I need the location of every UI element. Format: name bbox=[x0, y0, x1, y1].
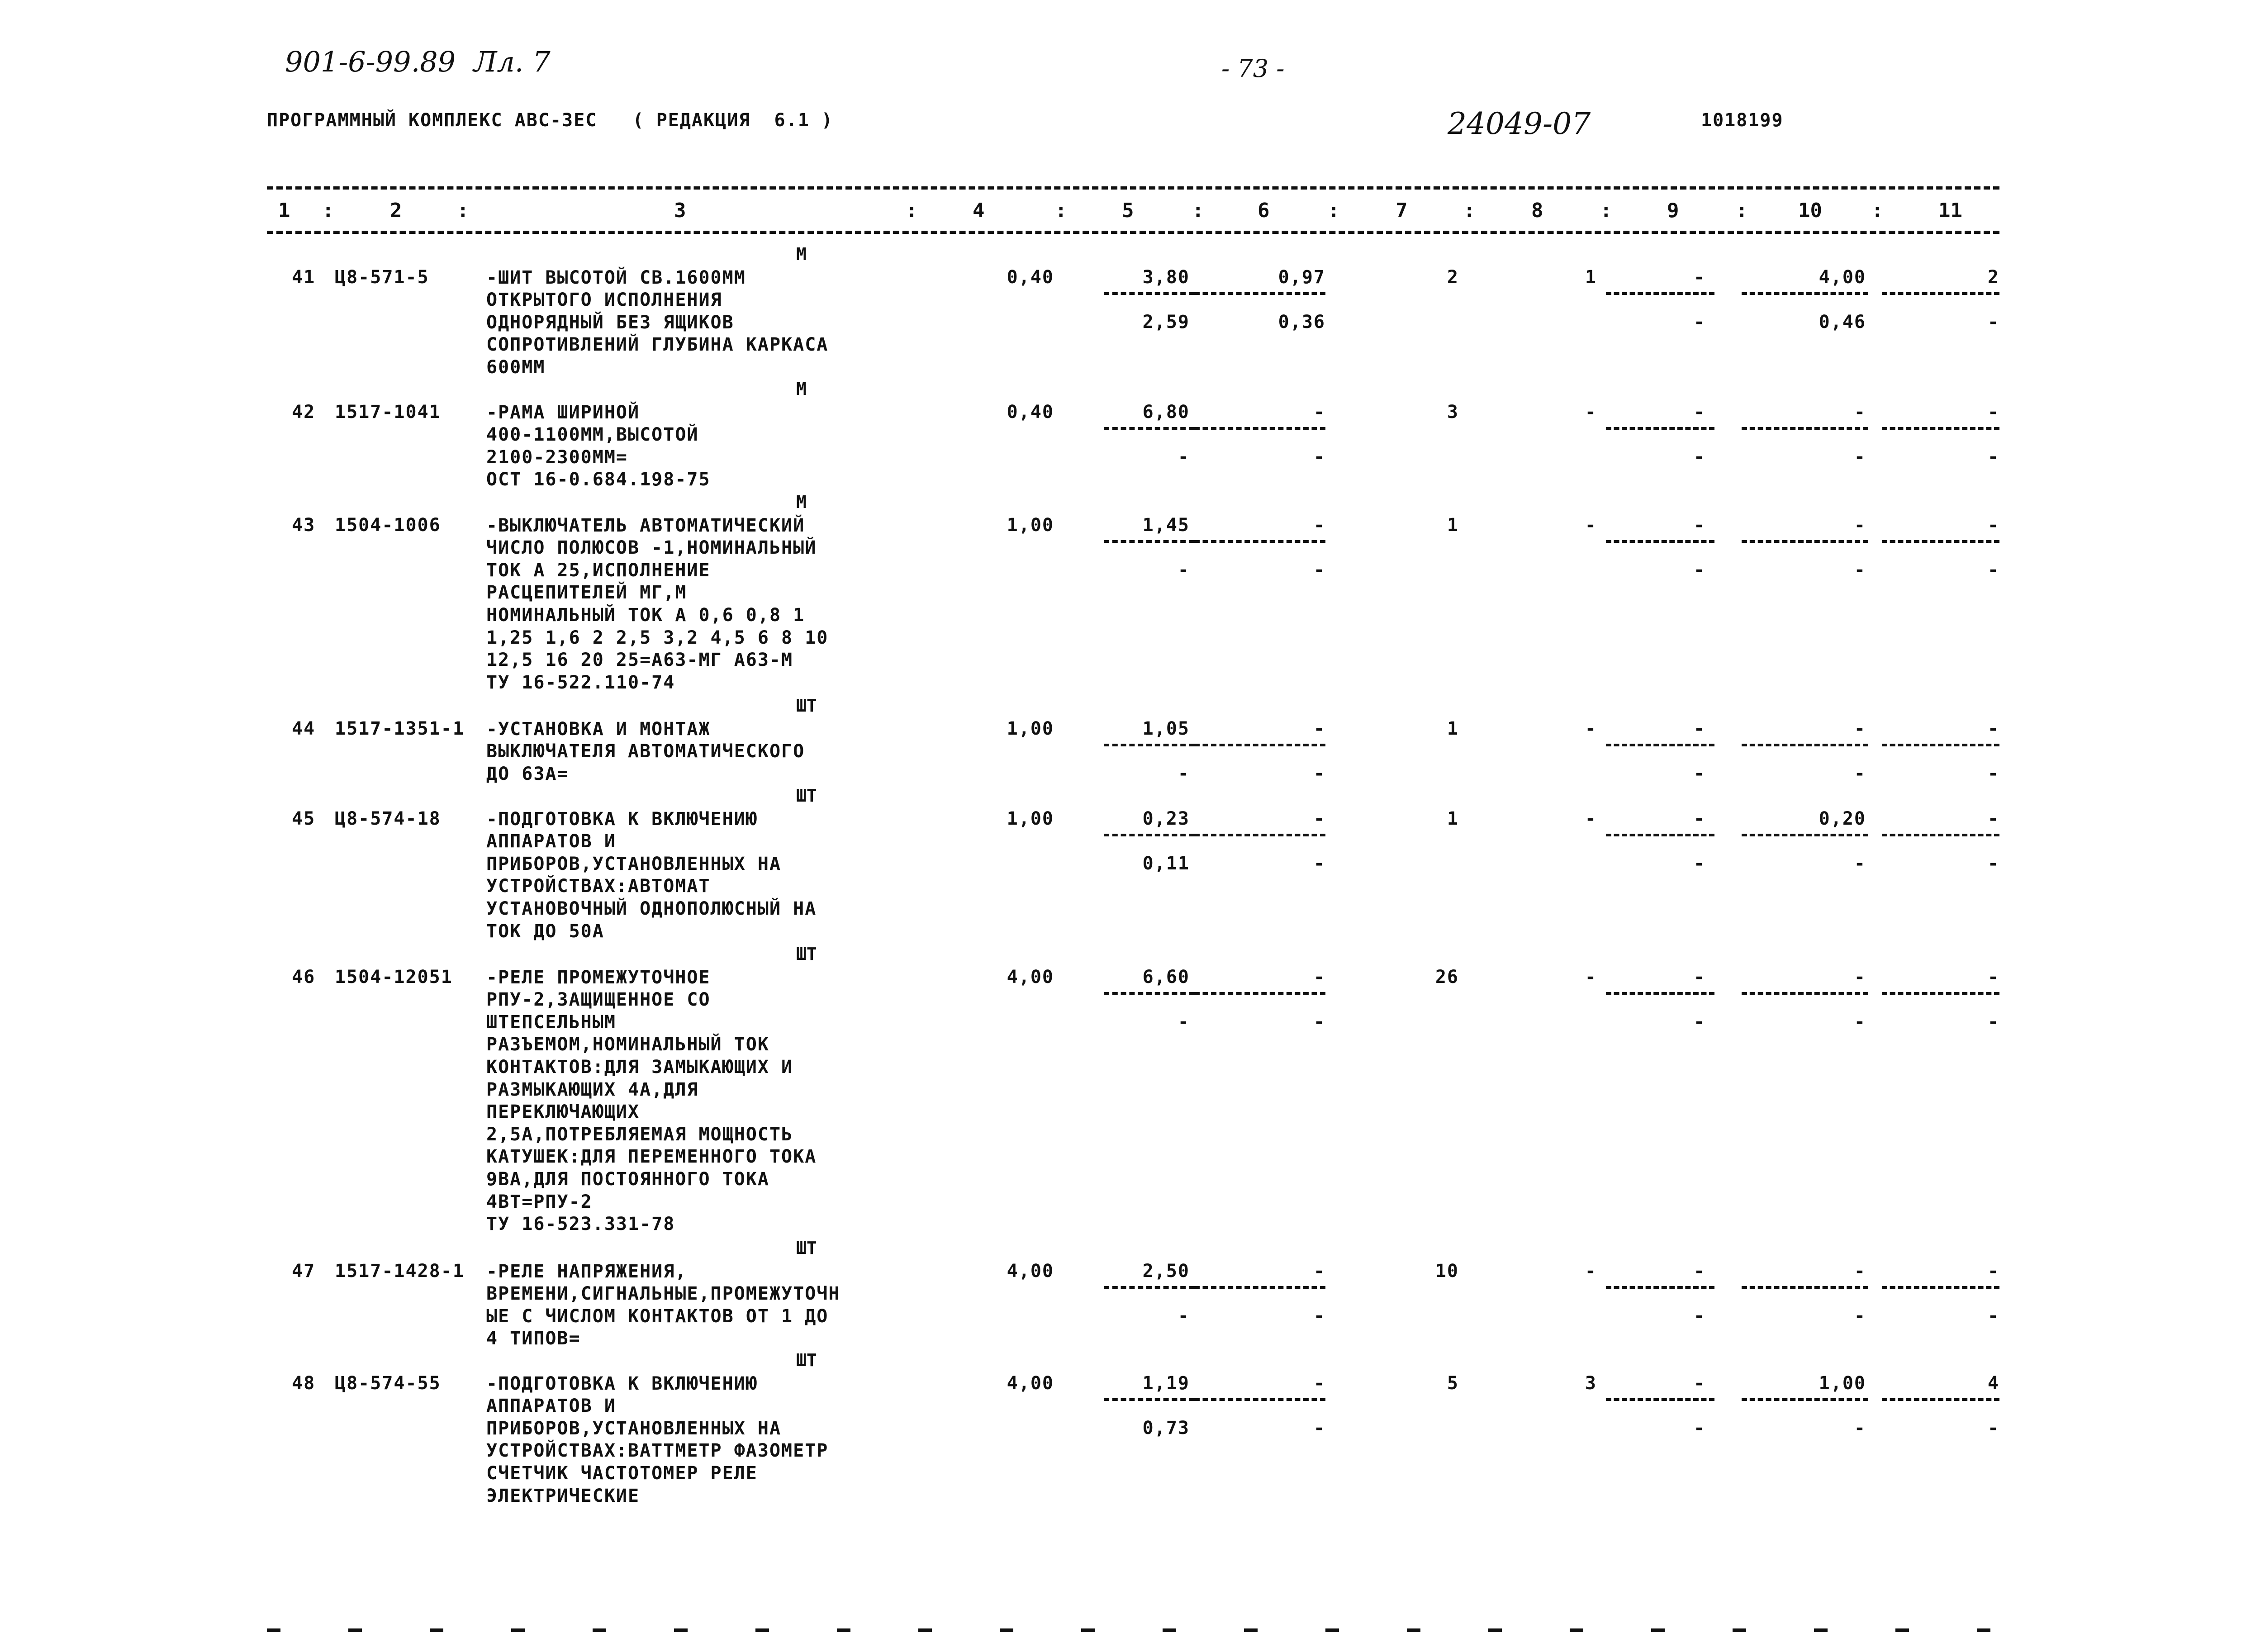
subtotal-divider bbox=[1104, 540, 1194, 543]
subtotal-divider bbox=[1882, 1398, 1999, 1401]
description-line: РАСЦЕПИТЕЛЕЙ МГ,М bbox=[486, 582, 687, 603]
description-line: 4 ТИПОВ= bbox=[486, 1328, 581, 1349]
description-line: ВЫКЛЮЧАТЕЛЯ АВТОМАТИЧЕСКОГО bbox=[486, 741, 805, 762]
description-line: ОТКРЫТОГО ИСПОЛНЕНИЯ bbox=[486, 290, 722, 311]
footer-dash bbox=[1244, 1628, 1258, 1632]
value-col-6: - bbox=[1313, 718, 1325, 739]
value-col-9: - bbox=[1693, 718, 1705, 739]
item-description bbox=[486, 1373, 828, 1508]
value-col-8: - bbox=[1585, 401, 1597, 422]
value-col-5-secondary: - bbox=[1178, 559, 1190, 580]
value-col-11-secondary: - bbox=[1987, 763, 1999, 784]
value-col-6: - bbox=[1313, 401, 1325, 422]
item-description bbox=[486, 718, 805, 786]
subtotal-divider bbox=[1606, 292, 1714, 295]
row-number: 47 bbox=[292, 1260, 316, 1282]
value-col-9: - bbox=[1693, 808, 1705, 829]
value-col-9: - bbox=[1693, 966, 1705, 987]
description-line: ТОК ДО 50А bbox=[486, 921, 604, 942]
value-col-10-secondary: - bbox=[1854, 446, 1866, 467]
description-line: ВРЕМЕНИ,СИГНАЛЬНЫЕ,ПРОМЕЖУТОЧН bbox=[486, 1283, 840, 1305]
column-header-3: 3 bbox=[674, 199, 686, 222]
value-col-4: 0,40 bbox=[1007, 401, 1054, 422]
unit-of-measure: ШТ bbox=[796, 696, 817, 716]
description-line: СОПРОТИВЛЕНИЙ ГЛУБИНА КАРКАСА bbox=[486, 334, 829, 356]
item-code: Ц8-574-55 bbox=[335, 1372, 441, 1394]
value-col-10: - bbox=[1854, 514, 1866, 536]
description-line: УСТРОЙСТВАХ:АВТОМАТ bbox=[486, 876, 711, 897]
description-line: ЫЕ С ЧИСЛОМ КОНТАКТОВ ОТ 1 ДО bbox=[486, 1305, 829, 1327]
footer-dash bbox=[1407, 1628, 1420, 1632]
unit-of-measure: ШТ bbox=[796, 1350, 817, 1370]
subtotal-divider bbox=[1606, 992, 1714, 995]
column-header-10: 10 bbox=[1798, 199, 1822, 222]
value-col-6-secondary: 0,36 bbox=[1278, 311, 1325, 332]
item-code: 1517-1351-1 bbox=[335, 718, 465, 739]
footer-dash bbox=[1570, 1628, 1583, 1632]
unit-of-measure: ШТ bbox=[796, 786, 817, 806]
subtotal-divider bbox=[1194, 540, 1325, 543]
value-col-6-secondary: - bbox=[1313, 446, 1325, 467]
column-separator: : bbox=[457, 199, 469, 222]
value-col-10-secondary: - bbox=[1854, 763, 1866, 784]
unit-of-measure: М bbox=[796, 379, 807, 399]
unit-of-measure: ШТ bbox=[796, 1238, 817, 1258]
description-line: ДО 63А= bbox=[486, 763, 569, 784]
value-col-7: 3 bbox=[1447, 401, 1459, 422]
value-col-11-secondary: - bbox=[1987, 559, 1999, 580]
value-col-4: 4,00 bbox=[1007, 1372, 1054, 1394]
description-line: -РАМА ШИРИНОЙ bbox=[486, 402, 640, 423]
value-col-9-secondary: - bbox=[1693, 1305, 1705, 1326]
value-col-4: 1,00 bbox=[1007, 808, 1054, 829]
description-line: 1,25 1,6 2 2,5 3,2 4,5 6 8 10 bbox=[486, 627, 829, 648]
item-description bbox=[486, 808, 817, 943]
footer-dash bbox=[1163, 1628, 1176, 1632]
subtotal-divider bbox=[1742, 1398, 1868, 1401]
value-col-11-secondary: - bbox=[1987, 446, 1999, 467]
column-separator: : bbox=[1328, 199, 1340, 222]
value-col-11: - bbox=[1987, 401, 1999, 422]
value-col-11-secondary: - bbox=[1987, 311, 1999, 332]
subtotal-divider bbox=[1194, 427, 1325, 430]
value-col-5: 2,50 bbox=[1142, 1260, 1190, 1282]
table-header-rule bbox=[267, 231, 1999, 234]
value-col-10-secondary: - bbox=[1854, 853, 1866, 874]
subtotal-divider bbox=[1194, 834, 1325, 836]
value-col-8: - bbox=[1585, 966, 1597, 987]
row-number: 44 bbox=[292, 718, 316, 739]
value-col-11: - bbox=[1987, 514, 1999, 536]
unit-of-measure: ШТ bbox=[796, 944, 817, 964]
footer-dash bbox=[1733, 1628, 1746, 1632]
description-line: УСТАНОВОЧНЫЙ ОДНОПОЛЮСНЫЙ НА bbox=[486, 898, 817, 919]
value-col-5-secondary: 0,73 bbox=[1142, 1417, 1190, 1438]
column-header-9: 9 bbox=[1667, 199, 1679, 222]
value-col-7: 2 bbox=[1447, 266, 1459, 288]
column-header-7: 7 bbox=[1396, 199, 1408, 222]
subtotal-divider bbox=[1606, 744, 1714, 746]
value-col-4: 1,00 bbox=[1007, 514, 1054, 536]
description-line: -РЕЛЕ ПРОМЕЖУТОЧНОЕ bbox=[486, 967, 711, 988]
value-col-9-secondary: - bbox=[1693, 446, 1705, 467]
description-line: КОНТАКТОВ:ДЛЯ ЗАМЫКАЮЩИХ И bbox=[486, 1056, 793, 1078]
value-col-6-secondary: - bbox=[1313, 763, 1325, 784]
document-id: 1018199 bbox=[1701, 110, 1784, 131]
subtotal-divider bbox=[1606, 540, 1714, 543]
subtotal-divider bbox=[1882, 744, 1999, 746]
value-col-5: 6,80 bbox=[1142, 401, 1190, 422]
description-line: 9ВА,ДЛЯ ПОСТОЯННОГО ТОКА bbox=[486, 1168, 769, 1190]
value-col-5: 0,23 bbox=[1142, 808, 1190, 829]
value-col-6: - bbox=[1313, 1372, 1325, 1394]
value-col-10-secondary: - bbox=[1854, 559, 1866, 580]
table-top-rule bbox=[267, 186, 1999, 190]
value-col-10: 4,00 bbox=[1819, 266, 1866, 288]
value-col-10: - bbox=[1854, 966, 1866, 987]
value-col-5-secondary: - bbox=[1178, 1011, 1190, 1032]
column-header-6: 6 bbox=[1258, 199, 1270, 222]
value-col-5-secondary: 2,59 bbox=[1142, 311, 1190, 332]
subtotal-divider bbox=[1882, 1286, 1999, 1289]
subtotal-divider bbox=[1882, 834, 1999, 836]
subtotal-divider bbox=[1104, 292, 1194, 295]
value-col-9-secondary: - bbox=[1693, 1011, 1705, 1032]
subtotal-divider bbox=[1194, 992, 1325, 995]
value-col-10: 1,00 bbox=[1819, 1372, 1866, 1394]
value-col-5: 3,80 bbox=[1142, 266, 1190, 288]
description-line: -ВЫКЛЮЧАТЕЛЬ АВТОМАТИЧЕСКИЙ bbox=[486, 515, 805, 536]
column-header-2: 2 bbox=[390, 199, 402, 222]
subtotal-divider bbox=[1882, 427, 1999, 430]
value-col-8: - bbox=[1585, 718, 1597, 739]
description-line: ОСТ 16-0.684.198-75 bbox=[486, 469, 711, 490]
column-separator: : bbox=[1871, 199, 1884, 222]
value-col-9: - bbox=[1693, 266, 1705, 288]
row-number: 42 bbox=[292, 401, 316, 422]
value-col-5-secondary: - bbox=[1178, 446, 1190, 467]
value-col-6-secondary: - bbox=[1313, 1305, 1325, 1326]
subtotal-divider bbox=[1104, 427, 1194, 430]
description-line: -ПОДГОТОВКА К ВКЛЮЧЕНИЮ bbox=[486, 1373, 758, 1394]
description-line: АППАРАТОВ И bbox=[486, 1396, 616, 1417]
description-line: КАТУШЕК:ДЛЯ ПЕРЕМЕННОГО ТОКА bbox=[486, 1146, 817, 1168]
column-separator: : bbox=[1736, 199, 1748, 222]
subtotal-divider bbox=[1104, 744, 1194, 746]
description-line: ПРИБОРОВ,УСТАНОВЛЕННЫХ НА bbox=[486, 1418, 782, 1439]
subtotal-divider bbox=[1606, 427, 1714, 430]
value-col-6-secondary: - bbox=[1313, 853, 1325, 874]
subtotal-divider bbox=[1104, 834, 1194, 836]
value-col-6-secondary: - bbox=[1313, 1011, 1325, 1032]
value-col-7: 26 bbox=[1435, 966, 1459, 987]
value-col-9: - bbox=[1693, 514, 1705, 536]
footer-dash bbox=[755, 1628, 769, 1632]
description-line: 2100-2300ММ= bbox=[486, 446, 628, 468]
column-separator: : bbox=[906, 199, 918, 222]
value-col-7: 1 bbox=[1447, 514, 1459, 536]
value-col-10: - bbox=[1854, 718, 1866, 739]
footer-dash bbox=[348, 1628, 362, 1632]
value-col-9: - bbox=[1693, 1260, 1705, 1282]
description-line: ШТЕПСЕЛЬНЫМ bbox=[486, 1011, 616, 1033]
description-line: 4ВТ=РПУ-2 bbox=[486, 1191, 593, 1212]
description-line: АППАРАТОВ И bbox=[486, 831, 616, 852]
description-line: 2,5А,ПОТРЕБЛЯЕМАЯ МОЩНОСТЬ bbox=[486, 1124, 793, 1145]
value-col-11: - bbox=[1987, 718, 1999, 739]
value-col-11: - bbox=[1987, 1260, 1999, 1282]
subtotal-divider bbox=[1194, 1398, 1325, 1401]
value-col-4: 4,00 bbox=[1007, 1260, 1054, 1282]
value-col-4: 1,00 bbox=[1007, 718, 1054, 739]
value-col-6: 0,97 bbox=[1278, 266, 1325, 288]
subtotal-divider bbox=[1104, 992, 1194, 995]
footer-dash bbox=[1325, 1628, 1339, 1632]
handwritten-ref: 24049-07 bbox=[1448, 106, 1591, 141]
subtotal-divider bbox=[1194, 744, 1325, 746]
subtotal-divider bbox=[1742, 292, 1868, 295]
item-description bbox=[486, 967, 817, 1236]
handwritten-code: 901-6-99.89 Лл. 7 bbox=[285, 45, 551, 78]
description-line: ЭЛЕКТРИЧЕСКИЕ bbox=[486, 1485, 640, 1506]
footer-dash bbox=[1000, 1628, 1013, 1632]
value-col-9: - bbox=[1693, 401, 1705, 422]
footer-dash bbox=[1895, 1628, 1909, 1632]
description-line: 600ММ bbox=[486, 356, 546, 378]
value-col-6: - bbox=[1313, 514, 1325, 536]
description-line: -УСТАНОВКА И МОНТАЖ bbox=[486, 718, 711, 740]
value-col-10: - bbox=[1854, 1260, 1866, 1282]
description-line: РПУ-2,ЗАЩИЩЕННОЕ СО bbox=[486, 989, 711, 1011]
unit-of-measure: М bbox=[796, 244, 807, 264]
value-col-9: - bbox=[1693, 1372, 1705, 1394]
footer-dash bbox=[837, 1628, 850, 1632]
subtotal-divider bbox=[1742, 992, 1868, 995]
value-col-10: - bbox=[1854, 401, 1866, 422]
value-col-11-secondary: - bbox=[1987, 1417, 1999, 1438]
value-col-5: 1,45 bbox=[1142, 514, 1190, 536]
subtotal-divider bbox=[1882, 292, 1999, 295]
subtotal-divider bbox=[1104, 1286, 1194, 1289]
item-description bbox=[486, 515, 828, 694]
item-description bbox=[486, 1261, 840, 1350]
subtotal-divider bbox=[1606, 1398, 1714, 1401]
description-line: 12,5 16 20 25=А63-МГ А63-М bbox=[486, 650, 793, 671]
value-col-6: - bbox=[1313, 966, 1325, 987]
value-col-10-secondary: 0,46 bbox=[1819, 311, 1866, 332]
column-header-4: 4 bbox=[973, 199, 985, 222]
value-col-4: 4,00 bbox=[1007, 966, 1054, 987]
value-col-11: 4 bbox=[1987, 1372, 1999, 1394]
column-header-5: 5 bbox=[1122, 199, 1134, 222]
unit-of-measure: М bbox=[796, 492, 807, 512]
footer-dash bbox=[1977, 1628, 1990, 1632]
footer-dash bbox=[267, 1628, 280, 1632]
description-line: ПЕРЕКЛЮЧАЮЩИХ bbox=[486, 1101, 640, 1123]
description-line: -ШИТ ВЫСОТОЙ СВ.1600ММ bbox=[486, 267, 746, 288]
subtotal-divider bbox=[1742, 744, 1868, 746]
value-col-10-secondary: - bbox=[1854, 1417, 1866, 1438]
value-col-8: 1 bbox=[1585, 266, 1597, 288]
value-col-11-secondary: - bbox=[1987, 853, 1999, 874]
footer-dash bbox=[511, 1628, 525, 1632]
description-line: РАЗМЫКАЮЩИХ 4А,ДЛЯ bbox=[486, 1079, 699, 1100]
footer-dash bbox=[593, 1628, 606, 1632]
subtotal-divider bbox=[1742, 540, 1868, 543]
description-line: ТОК А 25,ИСПОЛНЕНИЕ bbox=[486, 560, 711, 581]
column-separator: : bbox=[1600, 199, 1612, 222]
footer-dash bbox=[1814, 1628, 1828, 1632]
subtotal-divider bbox=[1742, 1286, 1868, 1289]
value-col-8: - bbox=[1585, 808, 1597, 829]
subtotal-divider bbox=[1606, 834, 1714, 836]
item-code: 1504-12051 bbox=[335, 966, 453, 987]
item-code: 1504-1006 bbox=[335, 514, 441, 536]
subtotal-divider bbox=[1104, 1398, 1194, 1401]
column-header-8: 8 bbox=[1531, 199, 1543, 222]
item-code: Ц8-574-18 bbox=[335, 808, 441, 829]
value-col-10-secondary: - bbox=[1854, 1011, 1866, 1032]
value-col-11: - bbox=[1987, 966, 1999, 987]
subtotal-divider bbox=[1194, 1286, 1325, 1289]
item-code: 1517-1428-1 bbox=[335, 1260, 465, 1282]
value-col-6-secondary: - bbox=[1313, 559, 1325, 580]
value-col-7: 10 bbox=[1435, 1260, 1459, 1282]
subtotal-divider bbox=[1882, 540, 1999, 543]
value-col-6-secondary: - bbox=[1313, 1417, 1325, 1438]
footer-dash bbox=[918, 1628, 932, 1632]
value-col-5: 6,60 bbox=[1142, 966, 1190, 987]
description-line: 400-1100ММ,ВЫСОТОЙ bbox=[486, 424, 699, 446]
value-col-4: 0,40 bbox=[1007, 266, 1054, 288]
row-number: 45 bbox=[292, 808, 316, 829]
column-separator: : bbox=[1055, 199, 1067, 222]
item-code: Ц8-571-5 bbox=[335, 266, 429, 288]
row-number: 48 bbox=[292, 1372, 316, 1394]
description-line: ТУ 16-523.331-78 bbox=[486, 1214, 675, 1235]
value-col-9-secondary: - bbox=[1693, 1417, 1705, 1438]
description-line: -РЕЛЕ НАПРЯЖЕНИЯ, bbox=[486, 1261, 687, 1282]
footer-dash bbox=[674, 1628, 688, 1632]
value-col-8: 3 bbox=[1585, 1372, 1597, 1394]
value-col-5-secondary: - bbox=[1178, 1305, 1190, 1326]
value-col-5: 1,19 bbox=[1142, 1372, 1190, 1394]
value-col-8: - bbox=[1585, 1260, 1597, 1282]
description-line: -ПОДГОТОВКА К ВКЛЮЧЕНИЮ bbox=[486, 808, 758, 830]
description-line: РАЗЪЕМОМ,НОМИНАЛЬНЫЙ ТОК bbox=[486, 1034, 769, 1055]
description-line: УСТРОЙСТВАХ:ВАТТМЕТР ФАЗОМЕТР bbox=[486, 1440, 829, 1462]
value-col-7: 1 bbox=[1447, 718, 1459, 739]
row-number: 46 bbox=[292, 966, 316, 987]
subtotal-divider bbox=[1882, 992, 1999, 995]
item-description bbox=[486, 267, 828, 379]
row-number: 41 bbox=[292, 266, 316, 288]
description-line: ОДНОРЯДНЫЙ БЕЗ ЯЩИКОВ bbox=[486, 312, 734, 333]
value-col-9-secondary: - bbox=[1693, 853, 1705, 874]
description-line: СЧЕТЧИК ЧАСТОТОМЕР РЕЛЕ bbox=[486, 1462, 758, 1484]
description-line: ПРИБОРОВ,УСТАНОВЛЕННЫХ НА bbox=[486, 853, 782, 874]
description-line: НОМИНАЛЬНЫЙ ТОК А 0,6 0,8 1 bbox=[486, 604, 805, 626]
footer-dash bbox=[430, 1628, 443, 1632]
column-header-11: 11 bbox=[1938, 199, 1962, 222]
footer-dash bbox=[1081, 1628, 1095, 1632]
footer-dash bbox=[1488, 1628, 1502, 1632]
value-col-9-secondary: - bbox=[1693, 311, 1705, 332]
subtotal-divider bbox=[1606, 1286, 1714, 1289]
value-col-9-secondary: - bbox=[1693, 559, 1705, 580]
value-col-9-secondary: - bbox=[1693, 763, 1705, 784]
description-line: ТУ 16-522.110-74 bbox=[486, 672, 675, 693]
value-col-11: 2 bbox=[1987, 266, 1999, 288]
value-col-5: 1,05 bbox=[1142, 718, 1190, 739]
column-header-1: 1 bbox=[278, 199, 290, 222]
value-col-11: - bbox=[1987, 808, 1999, 829]
subtotal-divider bbox=[1194, 292, 1325, 295]
item-description bbox=[486, 402, 711, 491]
subtotal-divider bbox=[1742, 834, 1868, 836]
item-code: 1517-1041 bbox=[335, 401, 441, 422]
value-col-6: - bbox=[1313, 1260, 1325, 1282]
value-col-10: 0,20 bbox=[1819, 808, 1866, 829]
value-col-5-secondary: - bbox=[1178, 763, 1190, 784]
value-col-7: 5 bbox=[1447, 1372, 1459, 1394]
value-col-6: - bbox=[1313, 808, 1325, 829]
footer-dash bbox=[1651, 1628, 1665, 1632]
value-col-7: 1 bbox=[1447, 808, 1459, 829]
column-separator: : bbox=[1463, 199, 1476, 222]
program-title: ПРОГРАММНЫЙ КОМПЛЕКС АВС-3ЕС ( РЕДАКЦИЯ 6.1 ) bbox=[267, 110, 833, 131]
value-col-10-secondary: - bbox=[1854, 1305, 1866, 1326]
page-number: - 73 - bbox=[1221, 54, 1285, 83]
value-col-5-secondary: 0,11 bbox=[1142, 853, 1190, 874]
column-separator: : bbox=[1192, 199, 1204, 222]
value-col-11-secondary: - bbox=[1987, 1011, 1999, 1032]
value-col-11-secondary: - bbox=[1987, 1305, 1999, 1326]
column-separator: : bbox=[322, 199, 334, 222]
description-line: ЧИСЛО ПОЛЮСОВ -1,НОМИНАЛЬНЫЙ bbox=[486, 537, 817, 559]
value-col-8: - bbox=[1585, 514, 1597, 536]
row-number: 43 bbox=[292, 514, 316, 536]
subtotal-divider bbox=[1742, 427, 1868, 430]
